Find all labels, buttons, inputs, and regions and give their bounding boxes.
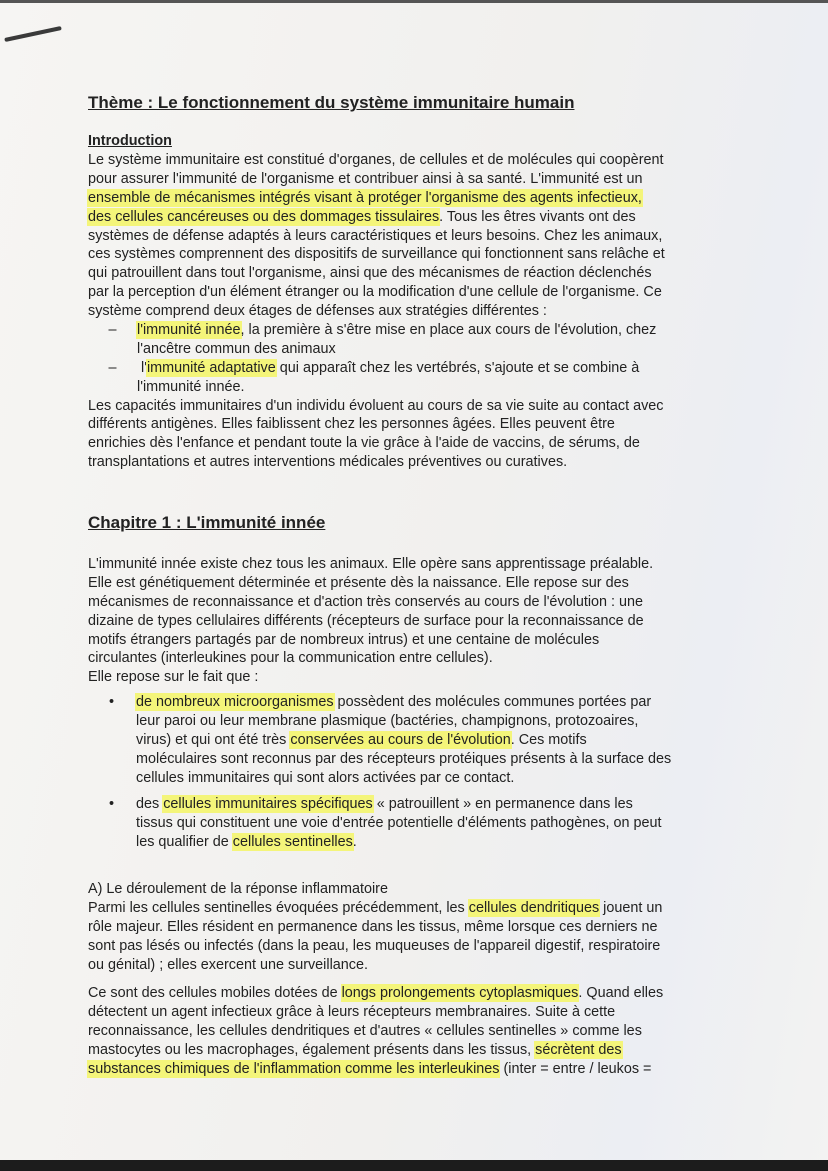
text-line xyxy=(88,1022,663,1041)
text-line xyxy=(88,1060,663,1079)
highlighted-text: sécrètent des xyxy=(535,1041,622,1058)
page-edge-top xyxy=(0,0,828,3)
text-span: Elle repose sur le fait que : xyxy=(88,669,259,686)
text-line xyxy=(88,415,665,434)
bullet-icon: • xyxy=(108,796,115,812)
text-span: . Tous les êtres vivants ont des xyxy=(439,208,636,225)
document-title: Thème : Le fonctionnement du système immunitaire humain xyxy=(88,93,575,112)
text-span: système comprend deux étages de défenses aux stratégies différentes : xyxy=(88,303,547,320)
text-span: . xyxy=(352,833,357,850)
highlighted-text: ensemble de mécanismes intégrés visant à protéger l'organisme des agents infectieux, xyxy=(88,189,642,206)
text-line xyxy=(88,593,653,612)
text-span: circulantes (interleukines pour la communication entre cellules). xyxy=(88,650,493,667)
page-edge-bottom xyxy=(0,1160,828,1171)
text-line xyxy=(88,227,665,246)
text-span: « patrouillent » en permanence dans les xyxy=(372,796,633,812)
text-line xyxy=(88,264,665,283)
text-span: différents antigènes. Elles faiblissent chez les personnes âgées. Elles peuvent être xyxy=(88,416,615,433)
text-span: , la première à s'être mise en place aux cours de l'évolution, chez xyxy=(240,322,657,339)
text-line xyxy=(88,631,653,650)
text-span: Ce sont des cellules mobiles dotées de xyxy=(88,985,342,1001)
text-line xyxy=(87,750,671,769)
chapter-title: Chapitre 1 : L'immunité innée xyxy=(88,513,326,532)
text-line xyxy=(88,937,662,956)
text-line xyxy=(88,984,663,1003)
highlighted-text: longs prolongements cytoplasmiques xyxy=(341,985,579,1001)
section-a-text xyxy=(88,880,662,974)
introduction-heading: Introduction xyxy=(88,133,172,149)
text-span: Parmi les cellules sentinelles évoquées précédemment, les xyxy=(88,899,469,916)
text-line xyxy=(88,434,665,453)
text-span: virus) et qui ont été très xyxy=(136,731,291,748)
dash-bullet-icon: – xyxy=(108,322,117,339)
text-line xyxy=(88,397,665,416)
text-span: mécanismes de reconnaissance et d'action très conservés au cours de l'évolution : une xyxy=(88,593,644,610)
text-line xyxy=(88,880,662,899)
text-span: moléculaires sont reconnus par des récepteurs protéiques présents à la surface des xyxy=(136,750,672,767)
text-span: qui patrouillent dans tout l'organisme, ainsi que des mécanismes de réaction déclenchés xyxy=(88,265,652,282)
text-span: L'immunité innée existe chez tous les animaux. Elle opère sans apprentissage préalable. xyxy=(88,556,654,572)
text-span: par la perception d'un élément étranger ou la modification d'une cellule de l'organisme. Ce xyxy=(88,284,662,301)
highlighted-text: cellules sentinelles xyxy=(232,833,353,850)
text-span: reconnaissance, les cellules dendritiques et d'autres « cellules sentinelles » comme les xyxy=(88,1022,642,1039)
bullet-icon: • xyxy=(108,694,115,710)
text-line xyxy=(87,795,662,814)
section-a-continued xyxy=(88,984,663,1078)
highlighted-text: l'immunité innée xyxy=(137,322,241,339)
bullet-microorganisms xyxy=(87,693,671,787)
text-line xyxy=(87,693,671,712)
text-line xyxy=(88,359,665,378)
dash-bullet-icon: – xyxy=(108,359,117,376)
text-line xyxy=(88,956,662,975)
text-span: mastocytes ou les macrophages, également présents dans les tissus, xyxy=(88,1041,536,1058)
text-line xyxy=(87,833,662,852)
text-line xyxy=(88,340,665,359)
text-line xyxy=(88,668,653,687)
text-line xyxy=(88,1003,663,1022)
text-span: . Quand elles xyxy=(578,985,664,1001)
text-span: jouent un xyxy=(599,899,663,916)
pen-mark xyxy=(4,26,62,42)
text-span: pour assurer l'immunité de l'organisme et contribuer ainsi à sa santé. L'immunité est un xyxy=(88,170,643,187)
text-span: enrichies dès l'enfance et pendant toute la vie grâce à l'aide de vaccins, de sérums, de xyxy=(88,435,640,452)
text-line xyxy=(87,769,671,788)
text-line xyxy=(88,918,662,937)
text-line xyxy=(88,555,653,574)
text-span: dizaine de types cellulaires différents (récepteurs de surface pour la reconnaissance de xyxy=(88,612,644,629)
text-line xyxy=(88,170,665,189)
highlighted-text: cellules dendritiques xyxy=(468,899,600,916)
text-line xyxy=(88,302,665,321)
text-line xyxy=(88,378,665,397)
text-line xyxy=(88,245,665,264)
text-line xyxy=(88,321,665,340)
text-span: qui apparaît chez les vertébrés, s'ajoute et se combine à xyxy=(275,359,640,376)
text-span: l'immunité innée. xyxy=(137,378,245,395)
text-span: l'ancêtre commun des animaux xyxy=(137,340,336,357)
text-span: possèdent des molécules communes portées par xyxy=(333,694,652,710)
text-line xyxy=(88,151,665,170)
text-line xyxy=(88,283,665,302)
bullet-sentinel-cells xyxy=(87,795,662,852)
highlighted-text: de nombreux microorganismes xyxy=(136,694,334,710)
text-span: motifs étrangers partagés par de nombreux intrus) et une centaine de molécules xyxy=(88,631,600,648)
text-span: l' xyxy=(137,359,147,376)
text-span: ou génital) ; elles exercent une surveillance. xyxy=(88,956,368,973)
text-span: leur paroi ou leur membrane plasmique (bactéries, champignons, protozoaires, xyxy=(136,712,639,729)
text-span: des xyxy=(136,796,164,812)
highlighted-text: des cellules cancéreuses ou des dommages tissulaires xyxy=(88,208,440,225)
text-span: Les capacités immunitaires d'un individu évoluent au cours de sa vie suite au contact avec xyxy=(88,397,664,414)
highlighted-text: conservées au cours de l'évolution xyxy=(290,731,511,748)
highlighted-text: immunité adaptative xyxy=(146,359,276,376)
highlighted-text: cellules immunitaires spécifiques xyxy=(163,796,373,812)
text-span: systèmes de défense adaptés à leurs caractéristiques et leurs besoins. Chez les animaux, xyxy=(88,227,663,244)
text-line xyxy=(88,899,662,918)
text-line xyxy=(88,208,665,227)
highlighted-text: substances chimiques de l'inflammation comme les interleukines xyxy=(88,1060,500,1077)
text-span: sont pas lésés ou infectés (dans la peau, les muqueuses de l'appareil digestif, respiratoire xyxy=(88,937,661,954)
text-span: rôle majeur. Elles résident en permanence dans les tissus, même lorsque ces derniers ne xyxy=(88,918,658,935)
introduction-text xyxy=(88,151,665,472)
text-line xyxy=(88,189,665,208)
text-span: . Ces motifs xyxy=(510,731,587,748)
text-span: tissus qui constituent une voie d'entrée potentielle d'éléments pathogènes, on peut xyxy=(136,814,662,831)
text-line xyxy=(88,612,653,631)
text-span: les qualifier de xyxy=(136,833,233,850)
text-line xyxy=(88,649,653,668)
text-line xyxy=(88,1041,663,1060)
text-span: détectent un agent infectieux grâce à leurs récepteurs membranaires. Suite à cette xyxy=(88,1003,616,1020)
text-span: cellules immunitaires qui sont alors activées par ce contact. xyxy=(136,769,515,786)
text-span: transplantations et autres interventions médicales préventives ou curatives. xyxy=(88,454,568,471)
text-line xyxy=(88,574,653,593)
text-span: (inter = entre / leukos = xyxy=(499,1060,652,1077)
text-span: ces systèmes comprennent des dispositifs de surveillance qui fonctionnent sans relâche et xyxy=(88,246,665,263)
text-span: Elle est génétiquement déterminée et présente dès la naissance. Elle repose sur des xyxy=(88,574,629,591)
text-line xyxy=(87,731,671,750)
text-line xyxy=(87,814,662,833)
chapter-intro-text xyxy=(88,555,653,687)
text-span: Le système immunitaire est constitué d'organes, de cellules et de molécules qui coopèrent xyxy=(88,152,664,168)
text-line xyxy=(87,712,671,731)
text-line xyxy=(88,453,665,472)
text-span: A) Le déroulement de la réponse inflammatoire xyxy=(88,881,388,897)
